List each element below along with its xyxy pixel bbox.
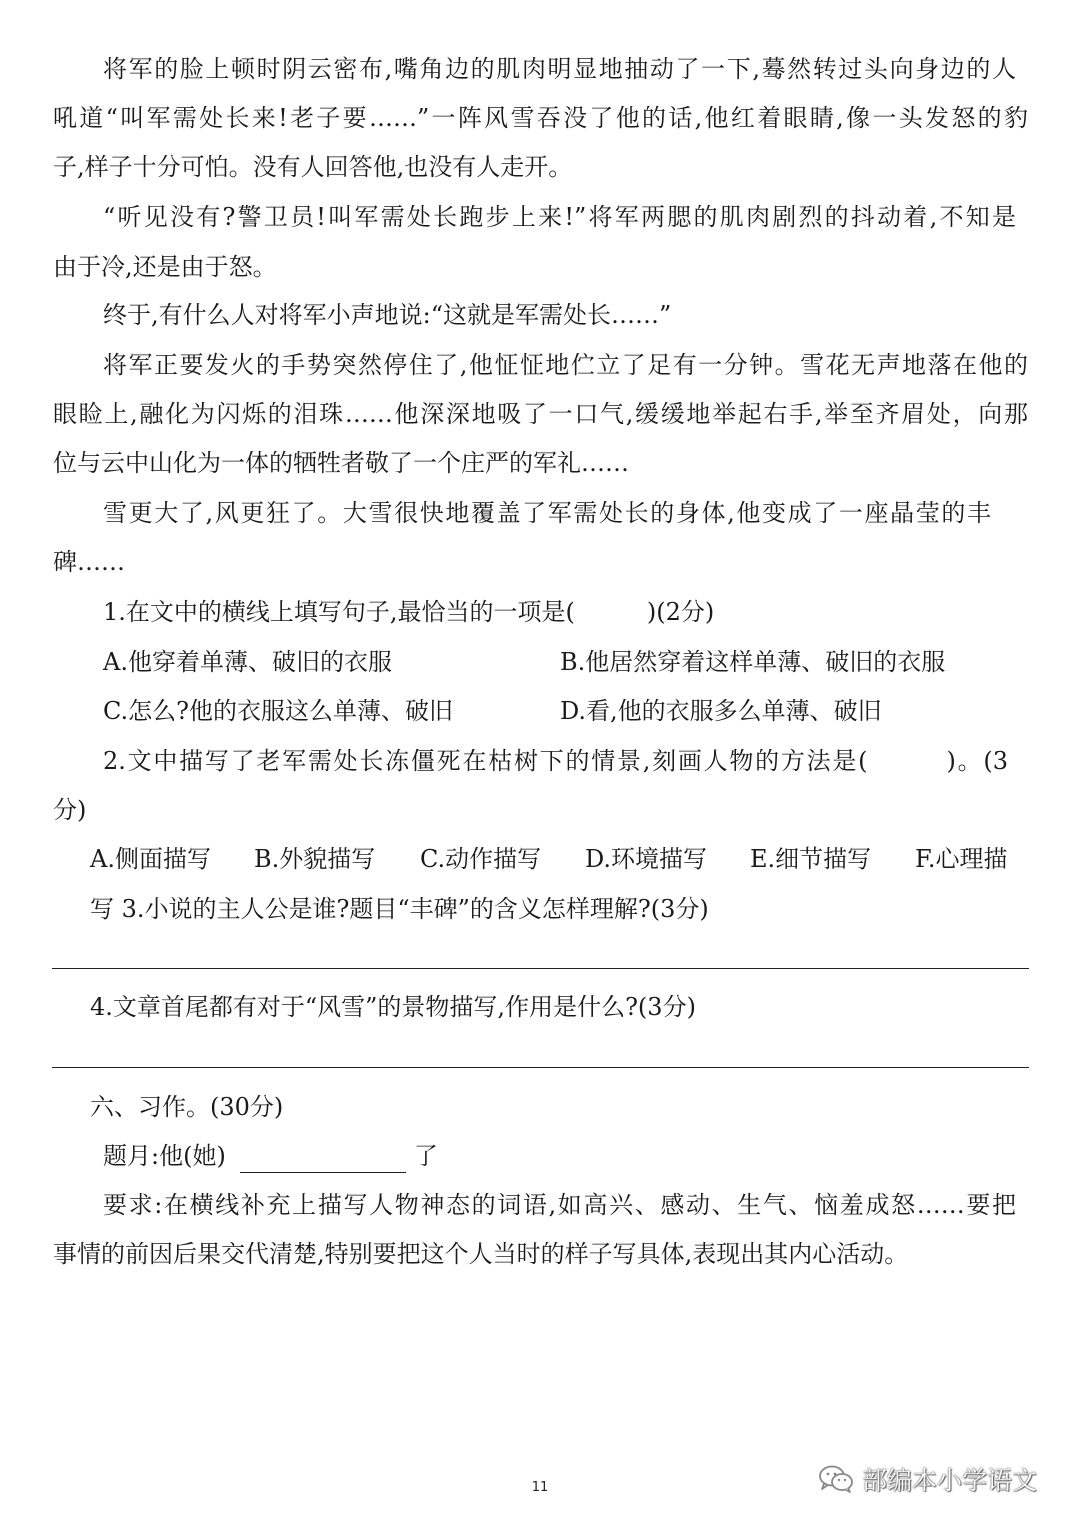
passage-line: 子,样子十分可怕。没有人回答他,也没有人走开。: [53, 153, 573, 181]
passage-line: 眼睑上,融化为闪烁的泪珠……他深深地吸了一口气,缓缓地举起右手,举至齐眉处，向那: [53, 400, 1028, 428]
q1-option-a: A.他穿着单薄、破旧的衣服: [103, 648, 392, 676]
q2-option-e: E.细节描写: [750, 845, 872, 873]
question-3: 写 3.小说的主人公是谁?题目“丰碑”的含义怎样理解?(3分): [90, 895, 709, 923]
question-2: 2.文中描写了老军需处长冻僵死在枯树下的情景,刻画人物的方法是( )。(3: [103, 747, 1008, 775]
passage-line: 碑……: [53, 548, 125, 576]
question-4: 4.文章首尾都有对于“风雪”的景物描写,作用是什么?(3分): [90, 993, 696, 1021]
passage-line: 将军正要发火的手势突然停住了,他怔怔地伫立了足有一分钟。雪花无声地落在他的: [103, 351, 1028, 379]
passage-line: 雪更大了,风更狂了。大雪很快地覆盖了军需处长的身体,他变成了一座晶莹的丰: [103, 499, 991, 527]
section-heading: 六、习作。(30分): [90, 1093, 284, 1121]
q1-option-d: D.看,他的衣服多么单薄、破旧: [560, 697, 882, 725]
watermark-text: 部编本小学语文: [862, 1466, 1038, 1495]
q1-option-c: C.怎么?他的衣服这么单薄、破旧: [103, 697, 454, 725]
q2-option-d: D.环境描写: [585, 845, 708, 873]
writing-requirement-continued: 事情的前因后果交代清楚,特别要把这个人当时的样子写具体,表现出其内心活动。: [53, 1240, 909, 1268]
passage-line: 将军的脸上顿时阴云密布,嘴角边的肌肉明显地抽动了一下,蓦然转过头向身边的人: [103, 55, 1016, 83]
q2-option-c: C.动作描写: [420, 845, 542, 873]
passage-line: 位与云中山化为一体的牺牲者敬了一个庄严的军礼……: [53, 449, 629, 477]
writing-requirement: 要求:在横线补充上描写人物神态的词语,如高兴、感动、生气、恼羞成怒……要把: [103, 1191, 1016, 1219]
wechat-icon: [818, 1464, 854, 1494]
answer-line-q3: [52, 968, 1029, 969]
title-blank: [240, 1146, 406, 1173]
question-1: 1.在文中的横线上填写句子,最恰当的一项是( )(2分): [103, 598, 715, 626]
watermark: [818, 1458, 1037, 1500]
question-2-continued: 分): [53, 796, 87, 824]
answer-line-q4: [52, 1067, 1029, 1068]
q1-option-b: B.他居然穿着这样单薄、破旧的衣服: [560, 648, 946, 676]
q2-option-a: A.侧面描写: [90, 845, 211, 873]
writing-title-suffix: 了: [413, 1142, 438, 1170]
passage-line: 终于,有什么人对将军小声地说:“这就是军需处长……”: [103, 301, 672, 329]
passage-line: 吼道“叫军需处长来!老子要……”一阵风雪吞没了他的话,他红着眼睛,像一头发怒的豹: [53, 104, 1028, 132]
q2-option-b: B.外貌描写: [254, 845, 376, 873]
passage-line: “听见没有?警卫员!叫军需处长跑步上来!”将军两腮的肌肉剧烈的抖动着,不知是: [103, 203, 1016, 231]
page-number: 11: [531, 1480, 549, 1495]
q2-option-f: F.心理描: [915, 845, 1008, 873]
passage-line: 由于冷,还是由于怒。: [53, 253, 277, 281]
writing-title-line: [103, 1139, 438, 1173]
writing-title-prefix: 题月:他(她): [103, 1142, 226, 1170]
